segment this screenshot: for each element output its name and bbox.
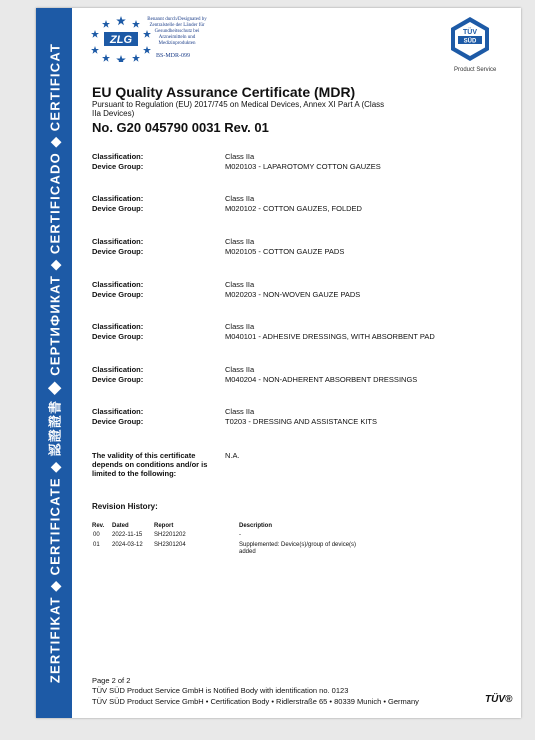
- revision-row-description: Supplemented: Device(s)/group of device(s) added: [239, 542, 357, 555]
- validity-value: N.A.: [225, 451, 240, 460]
- revision-history-title: Revision History:: [92, 502, 158, 511]
- classification-label: Classification: Device Group:: [92, 365, 144, 384]
- certificate-number: No. G20 045790 0031 Rev. 01: [92, 120, 269, 135]
- revision-row-report: SH2301204: [154, 542, 186, 548]
- group-7-value: Class IIa T0203 - DRESSING AND ASSISTANCE KITS: [225, 407, 377, 426]
- classification-label: Classification: Device Group:: [92, 322, 144, 341]
- group-5-value: Class IIa M040101 - ADHESIVE DRESSINGS, WITH ABSORBENT PAD: [225, 322, 435, 341]
- revision-row-dated: 2022-11-15: [112, 532, 143, 538]
- zlg-id: BS-MDR-099: [156, 53, 191, 59]
- group-2-value: Class IIa M020102 - COTTON GAUZES, FOLDED: [225, 194, 362, 213]
- notified-body-line: TÜV SÜD Product Service GmbH is Notified Body with identification no. 0123: [92, 686, 349, 695]
- classification-label: Classification: Device Group:: [92, 194, 144, 213]
- revision-row-rev: 00: [93, 532, 100, 538]
- revision-row-report: SH2201202: [154, 532, 186, 538]
- revision-header-report: Report: [154, 523, 174, 529]
- classification-label: Classification: Device Group:: [92, 407, 144, 426]
- revision-header-rev: Rev.: [92, 523, 105, 529]
- classification-label: Classification: Device Group:: [92, 237, 144, 256]
- revision-header-dated: Dated: [112, 523, 129, 529]
- group-6-value: Class IIa M040204 - NON-ADHERENT ABSORBENT DRESSINGS: [225, 365, 418, 384]
- revision-row-rev: 01: [93, 542, 100, 548]
- revision-header-description: Description: [239, 523, 273, 529]
- revision-row-description: -: [239, 532, 241, 538]
- svg-text:SÜD: SÜD: [463, 38, 477, 45]
- svg-text:TÜV: TÜV: [463, 29, 477, 36]
- certificate-title: EU Quality Assurance Certificate (MDR): [92, 84, 356, 100]
- tuv-logo: [447, 16, 493, 62]
- sidebar-text: ZERTIFIKAT ◆ CERTIFICATE ◆ 認證證書 ◆ СЕРТИФИКАТ ◆ CERTIFICADO ◆ CERTIFICAT: [47, 42, 63, 684]
- revision-row-dated: 2024-03-12: [112, 542, 143, 548]
- address-line: TÜV SÜD Product Service GmbH • Certification Body • Ridlerstraße 65 • 80339 Munich • Germany: [92, 697, 419, 706]
- zlg-designation-text: Benannt durch/Designated by Zentralstelle der Länder für Gesundheitsschutz bei Arzneimitteln und Medizinprodukten: [147, 17, 207, 46]
- group-1-value: Class IIa M020103 - LAPAROTOMY COTTON GAUZES: [225, 152, 381, 171]
- tuv-caption: Product Service: [454, 67, 497, 73]
- group-4-value: Class IIa M020203 - NON-WOVEN GAUZE PADS: [225, 280, 361, 299]
- validity-label: The validity of this certificate depends on conditions and/or is limited to the following:: [92, 451, 208, 478]
- page-number: Page 2 of 2: [92, 676, 131, 685]
- certificate-sidebar: [36, 8, 72, 718]
- classification-label: Classification: Device Group:: [92, 280, 144, 299]
- svg-text:ZLG: ZLG: [110, 34, 132, 46]
- tuv-footer-mark: TÜV®: [485, 694, 513, 705]
- certificate-page: [36, 8, 521, 718]
- classification-label: Classification: Device Group:: [92, 152, 144, 171]
- group-3-value: Class IIa M020105 - COTTON GAUZE PADS: [225, 237, 345, 256]
- certificate-subtitle: Pursuant to Regulation (EU) 2017/745 on Medical Devices, Annex XI Part A (Class IIa Devices): [92, 100, 385, 118]
